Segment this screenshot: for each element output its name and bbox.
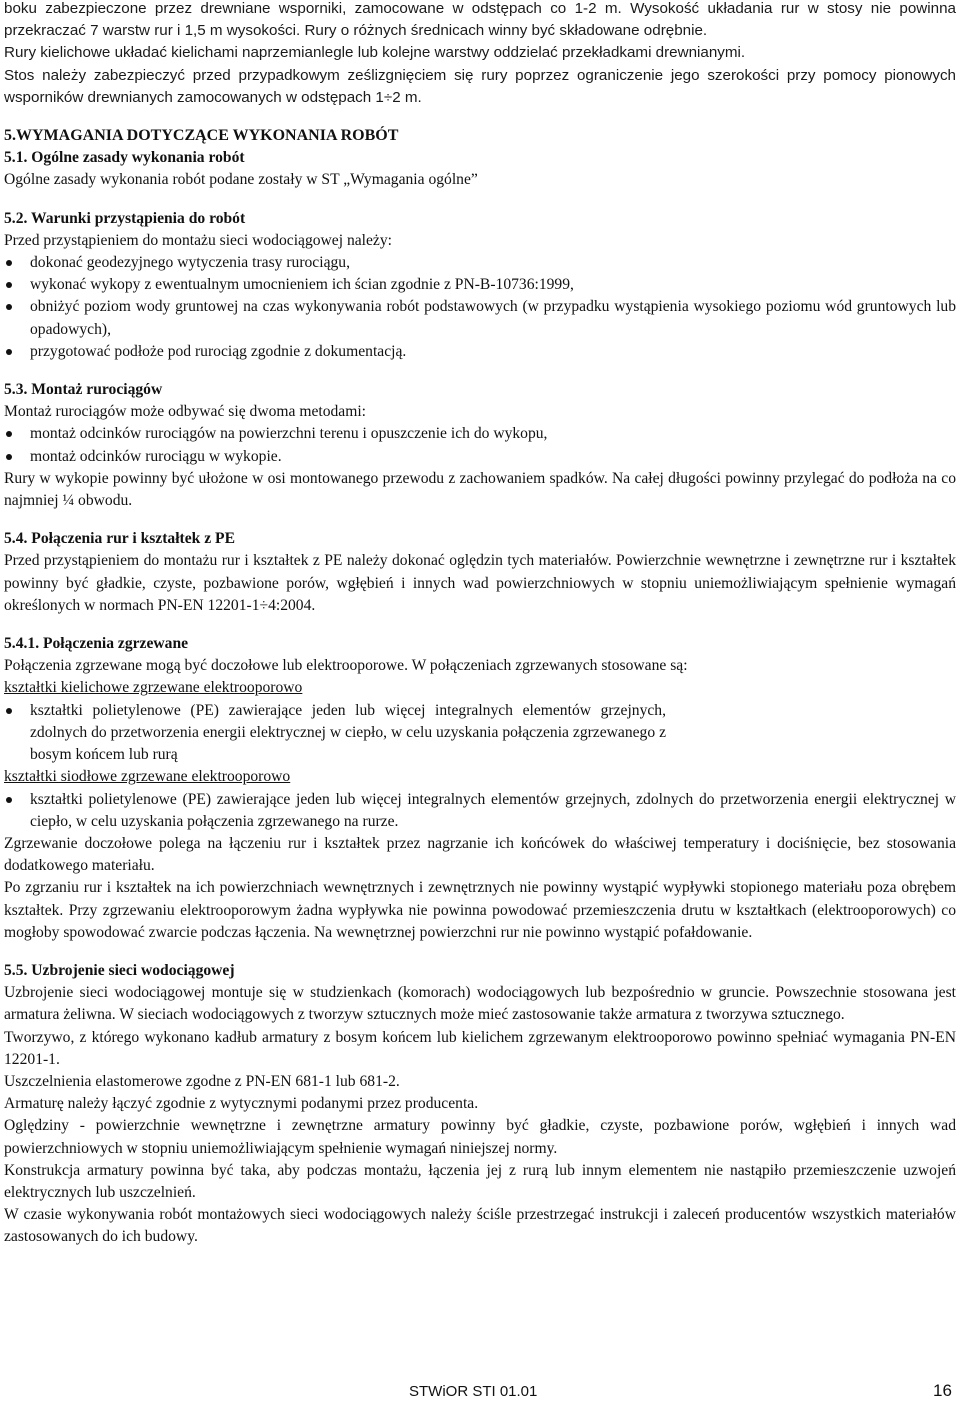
section-5-3-heading: 5.3. Montaż rurociągów — [4, 381, 163, 399]
section-5-5-heading: 5.5. Uzbrojenie sieci wodociągowej — [4, 961, 235, 979]
subheading-kielichowe: kształtki kielichowe zgrzewane elektrooporowo — [4, 679, 303, 697]
section-5-3-text: Rury w wykopie powinny być ułożone w osi montowanego przewodu z zachowaniem spadków. Na całej długości powinny przylegać do podłoża na co najmniej ¼ obwodu. — [4, 469, 956, 510]
page-number: 16 — [933, 1381, 952, 1400]
page-footer — [0, 1381, 960, 1403]
list-item: obniżyć poziom wody gruntowej na czas wykonywania robót podstawowych (w przypadku wystąpienia wysokiego poziomu wód gruntowych lub opadowych), — [4, 296, 956, 340]
section-5-3-list — [4, 423, 956, 467]
list-item: kształtki polietylenowe (PE) zawierające jeden lub więcej integralnych elementów grzejnych, zdolnych do przetworzenia energii elektrycznej w ciepło, w celu uzyskania połączenia zgrzewanego na rurze. — [4, 789, 956, 833]
document-page — [4, 0, 956, 1249]
section-5-heading: 5.WYMAGANIA DOTYCZĄCE WYKONANIA ROBÓT — [4, 127, 399, 145]
intro-paragraph-2: Rury kielichowe układać kielichami naprzemianlegle lub kolejne warstwy oddzielać przekładkami drewnianymi. — [4, 44, 746, 62]
section-5-5-p6: Konstrukcja armatury powinna być taka, aby podczas montażu, łączenia jej z rurą lub innym elementem nie nastąpiło przemieszczenie uzwojeń elektrycznych lub uszczelnień. — [4, 1161, 956, 1201]
bullet-icon — [6, 431, 12, 437]
bullet-icon — [6, 454, 12, 460]
section-5-4-1-heading: 5.4.1. Połączenia zgrzewane — [4, 635, 189, 653]
list-item: dokonać geodezyjnego wytyczenia trasy rurociągu, — [4, 252, 956, 274]
bullet-icon — [6, 260, 12, 266]
section-5-1-text: Ogólne zasady wykonania robót podane zostały w ST „Wymagania ogólne” — [4, 171, 478, 189]
section-5-4-1-text-2: Zgrzewanie doczołowe polega na łączeniu rur i kształtek przez nagrzanie ich końcówek do właściwej temperatury i dociśnięcie, bez stosowania dodatkowego materiału. — [4, 834, 956, 875]
section-5-4-1-text-3: Po zgrzaniu rur i kształtek na ich powierzchniach wewnętrznych i zewnętrznych nie powinny wystąpić wypływki stopionego materiału poza obrębem kształtek. Przy zgrzewaniu elektrooporowym żadna wypływka nie powinna powodować przemieszczenia drutu w kształtkach (elektrooporowych) co mogłoby spowodować zwarcie podczas łączenia. Na wewnętrznej powierzchni rur nie powinno wystąpić pofałdowanie. — [4, 879, 956, 941]
bullet-icon — [6, 349, 12, 355]
section-5-3-intro: Montaż rurociągów może odbywać się dwoma metodami: — [4, 403, 367, 421]
bullet-icon — [6, 282, 12, 288]
subheading-siodlowe: kształtki siodłowe zgrzewane elektrooporowo — [4, 768, 291, 786]
intro-paragraph-1: boku zabezpieczone przez drewniane wsporniki, zamocowane w odstępach co 1-2 m. Wysokość układania rur w stosy nie powinna przekraczać 7 warstw rur i 1,5 m wysokości. Rury o różnych średnicach winny być składowane odrębnie. — [4, 0, 956, 40]
section-5-5-p1: Uzbrojenie sieci wodociągowej montuje się w studzienkach (komorach) wodociągowych lub bezpośrednio w gruncie. Powszechnie stosowana jest armatura żeliwna. W sieciach wodociągowych z tworzyw sztucznych może mieć zastosowanie także armatura z tworzywa sztucznego. — [4, 984, 956, 1024]
section-5-4-heading: 5.4. Połączenia rur i kształtek z PE — [4, 530, 235, 548]
list-item: przygotować podłoże pod rurociąg zgodnie z dokumentacją. — [4, 341, 956, 363]
bullet-icon — [6, 797, 12, 803]
section-5-1-heading: 5.1. Ogólne zasady wykonania robót — [4, 149, 245, 167]
section-5-5-p7: W czasie wykonywania robót montażowych sieci wodociągowych należy ściśle przestrzegać instrukcji i zaleceń producentów wszystkich materiałów zastosowanych do ich budowy. — [4, 1206, 956, 1246]
section-5-2-heading: 5.2. Warunki przystąpienia do robót — [4, 209, 246, 227]
list-item: montaż odcinków rurociągu w wykopie. — [4, 446, 956, 468]
list-item: wykonać wykopy z ewentualnym umocnieniem ich ścian zgodnie z PN-B-10736:1999, — [4, 274, 956, 296]
section-5-5-p3: Uszczelnienia elastomerowe zgodne z PN-EN 681-1 lub 681-2. — [4, 1072, 400, 1090]
list-item: montaż odcinków rurociągów na powierzchni terenu i opuszczenie ich do wykopu, — [4, 423, 956, 445]
section-5-4-1-list-1 — [4, 700, 956, 767]
section-5-4-1-text-1: Połączenia zgrzewane mogą być doczołowe lub elektrooporowe. W połączeniach zgrzewanych stosowane są: — [4, 657, 688, 675]
section-5-4-text: Przed przystąpieniem do montażu rur i kształtek z PE należy dokonać oględzin tych materiałów. Powierzchnie wewnętrzne i zewnętrzne rur i kształtek powinny być gładkie, czyste, pozbawione porów, wgłębień i innych wad powierzchniowych w stopniu uniemożliwiającym spełnienie wymagań określonych w normach PN-EN 12201-1÷4:2004. — [4, 552, 956, 614]
section-5-5-p5: Oględziny - powierzchnie wewnętrzne i zewnętrzne armatury powinny być gładkie, czyste, pozbawione porów, wgłębień i innych wad powierzchniowych w stopniu uniemożliwiającym spełnienie wymagań niniejszej normy. — [4, 1117, 956, 1157]
section-5-5-p2: Tworzywo, z którego wykonano kadłub armatury z bosym końcem lub kielichem zgrzewanym elektrooporowo powinno spełniać wymagania PN-EN 12201-1. — [4, 1028, 956, 1068]
intro-paragraph-3: Stos należy zabezpieczyć przed przypadkowym ześlizgnięciem się rury poprzez ograniczenie jego szerokości przy pomocy pionowych wsporników drewnianych zamocowanych w odstępach 1÷2 m. — [4, 66, 956, 106]
section-5-4-1-list-2 — [4, 789, 956, 833]
bullet-icon — [6, 708, 12, 714]
section-5-5-p4: Armaturę należy łączyć zgodnie z wytycznymi podanymi przez producenta. — [4, 1095, 479, 1113]
document-id: STWiOR STI 01.01 — [409, 1383, 538, 1400]
section-5-2-intro: Przed przystąpieniem do montażu sieci wodociągowej należy: — [4, 231, 392, 249]
bullet-icon — [6, 304, 12, 310]
section-5-2-list — [4, 252, 956, 363]
list-item: kształtki polietylenowe (PE) zawierające jeden lub więcej integralnych elementów grzejnych, zdolnych do przetworzenia energii elektrycznej w ciepło, w celu uzyskania połączenia zgrzewanego z bosym końcem lub rurą — [4, 700, 956, 767]
